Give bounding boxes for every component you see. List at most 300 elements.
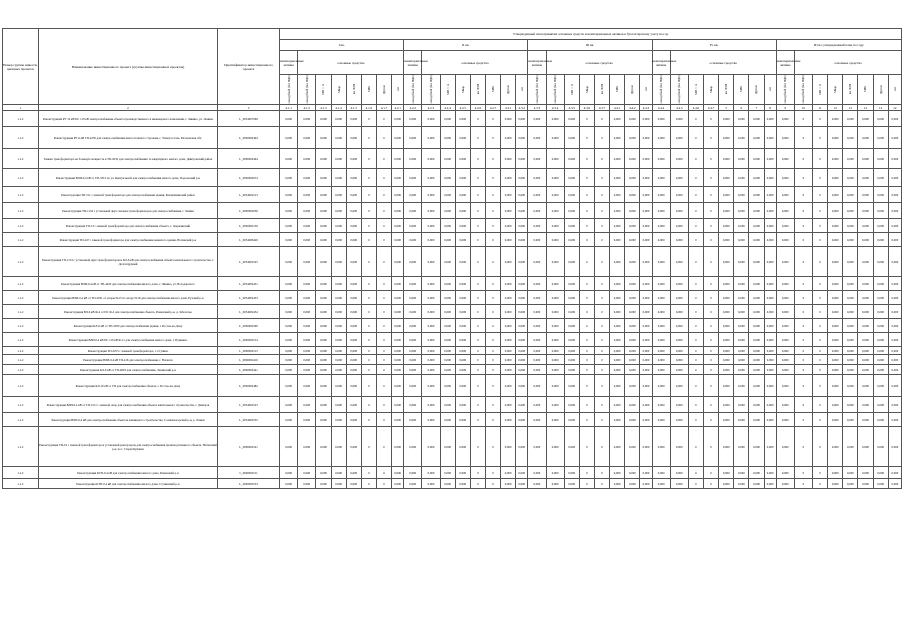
group-number: 1.1.2 [3,375,39,397]
value-cell: 0 [688,467,703,479]
value-cell: 0,000 [888,397,901,413]
value-cell: 0,000 [422,203,440,219]
value-cell: 0,000 [670,127,688,149]
fixed-assets-header: основные средства [298,51,404,75]
value-cell: 0,000 [828,365,843,375]
value-cell: 0,000 [670,355,688,365]
value-cell: 0,000 [346,127,361,149]
value-cell: 0,000 [331,375,346,397]
value-cell: 0,000 [640,413,652,427]
value-cell: 0,000 [346,187,361,203]
fixed-assets-header: основные средства [546,51,652,75]
value-cell: 0,000 [734,233,749,247]
group-number: 1.1.2 [3,233,39,247]
group-number: 1.1.2 [3,169,39,187]
value-cell: 0,000 [749,219,764,233]
value-cell: 0,000 [858,347,873,355]
value-cell: 0,000 [888,127,901,149]
value-cell: 0,000 [440,397,455,413]
value-cell: 0,000 [873,291,888,305]
value-cell: 0,000 [331,111,346,127]
value-cell: 0,000 [858,233,873,247]
value-cell: 0 [470,479,485,489]
value-cell: 0,000 [392,277,404,291]
value-cell: 0,000 [546,355,564,365]
value-cell: 0 [688,247,703,277]
value-cell: 0,000 [440,169,455,187]
value-cell: 0,000 [640,127,652,149]
value-cell: 0 [470,203,485,219]
intangible-assets-header: нематериальные активы [404,51,422,75]
value-cell: 0 [813,427,828,467]
value-cell: 0 [594,347,609,355]
column-number: 12 [828,105,843,111]
value-cell: 0,000 [346,427,361,467]
value-cell: 0,000 [652,397,670,413]
value-cell: 0,000 [873,479,888,489]
value-cell: 0,000 [455,187,470,203]
value-cell: 0,000 [640,247,652,277]
column-label [670,75,688,105]
value-cell: 0,000 [652,319,670,333]
value-cell: 0,000 [422,233,440,247]
column-label-text: МВ×А [445,83,450,95]
value-cell: 0,000 [392,413,404,427]
value-cell: 0,000 [528,397,546,413]
column-label-text: Другое [878,84,883,94]
value-cell: 0,000 [404,365,422,375]
value-cell: 0,000 [331,233,346,247]
project-id: L_0000002974 [218,169,280,187]
project-id: L_0054006429 [218,233,280,247]
group-number: 1.1.2 [3,427,39,467]
value-cell: 0 [688,413,703,427]
quarter-header: II кв. [404,40,528,51]
value-cell: 0,000 [734,347,749,355]
value-cell: 0,000 [455,149,470,169]
value-cell: 0,000 [843,305,858,319]
value-cell: 0,000 [610,203,625,219]
value-cell: 0,000 [298,355,316,365]
value-cell: 0 [794,375,812,397]
value-cell: 0 [376,127,391,149]
value-cell: 0,000 [404,247,422,277]
value-cell: 0,000 [776,427,794,467]
value-cell: 0,000 [625,319,640,333]
value-cell: 0 [813,413,828,427]
value-cell: 0,000 [719,291,734,305]
column-number: 4.2.2 [404,105,422,111]
value-cell: 0,000 [776,479,794,489]
value-cell: 0,000 [564,413,579,427]
value-cell: 0,000 [516,467,528,479]
value-cell: 0,000 [440,365,455,375]
value-cell: 0,000 [640,479,652,489]
value-cell: 0 [361,467,376,479]
value-cell: 0,000 [610,397,625,413]
column-label-text: шт [892,87,897,91]
value-cell: 0,000 [652,355,670,365]
value-cell: 0,000 [546,149,564,169]
value-cell: 0,000 [873,111,888,127]
value-cell: 0 [361,427,376,467]
value-cell: 0,000 [422,413,440,427]
value-cell: 0,000 [776,187,794,203]
value-cell: 0,000 [455,355,470,365]
column-number: 4.1.4 [331,105,346,111]
value-cell: 0 [361,413,376,427]
value-cell: 0,000 [652,111,670,127]
value-cell: 0 [703,333,718,347]
group-number: 1.1.2 [3,413,39,427]
value-cell: 0 [485,127,500,149]
project-name: Реконструкция РУ-6 кВ ТП-2250 для электроснабжения многоэтажного строения, г. Электросталь, Московская обл. [38,127,217,149]
value-cell: 0 [579,479,594,489]
column-number: 4.3.7 [594,105,609,111]
value-cell: 0,000 [392,319,404,333]
value-cell: 0,000 [888,479,901,489]
value-cell: 0,000 [734,319,749,333]
value-cell: 0,000 [610,149,625,169]
column-label [376,75,391,105]
value-cell: 0,000 [776,277,794,291]
value-cell: 0,000 [719,427,734,467]
value-cell: 0,000 [719,169,734,187]
value-cell: 0,000 [455,219,470,233]
value-cell: 0 [470,355,485,365]
value-cell: 0,000 [280,427,298,467]
value-cell: 0,000 [564,479,579,489]
value-cell: 0,000 [516,203,528,219]
column-number: 12 [873,105,888,111]
group-number: 1.1.2 [3,347,39,355]
value-cell: 0,000 [280,479,298,489]
value-cell: 0,000 [888,355,901,365]
value-cell: 0 [794,467,812,479]
value-cell: 0,000 [843,111,858,127]
value-cell: 0 [688,219,703,233]
value-cell: 0,000 [640,333,652,347]
value-cell: 0,000 [888,203,901,219]
value-cell: 0 [579,149,594,169]
group-number: 1.1.2 [3,333,39,347]
value-cell: 0,000 [734,247,749,277]
column-number: 4.4.7 [703,105,718,111]
value-cell: 0 [470,413,485,427]
value-cell: 0,000 [873,355,888,365]
column-label-text: МВ×А [321,83,326,95]
value-cell: 0,000 [652,219,670,233]
value-cell: 0 [485,347,500,355]
value-cell: 0,000 [843,169,858,187]
project-id: L_0054002454 [218,305,280,319]
column-label [873,75,888,105]
value-cell: 0,000 [843,149,858,169]
value-cell: 0,000 [516,187,528,203]
value-cell: 0,000 [346,233,361,247]
value-cell: 0,000 [764,333,776,347]
column-label-text: МВт [366,86,371,93]
project-id: L_0054002525 [218,247,280,277]
group-number: 1.1.2 [3,397,39,413]
value-cell: 0,000 [610,169,625,187]
project-name: Реконструкция ТП-1154 с установкой двух силовых трансформаторов для электроснабжения, г. Химки [38,203,217,219]
value-cell: 0,000 [404,347,422,355]
value-cell: 0,000 [873,203,888,219]
value-cell: 0,000 [610,347,625,355]
value-cell: 0,000 [392,111,404,127]
value-cell: 0 [813,203,828,219]
column-label-text: км ЛЭП [848,84,853,95]
value-cell: 0,000 [298,219,316,233]
value-cell: 0 [485,111,500,127]
value-cell: 0 [485,479,500,489]
project-name: Замена трансформатора на большую мощность в ТП-2032 для электроснабжения 11-квартирного жилого дома, Дмитровский район [38,149,217,169]
value-cell: 0,000 [346,319,361,333]
column-label [331,75,346,105]
value-cell: 0 [813,355,828,365]
project-name: Реконструкция ВЛИ-0,4 кВ от ТП-2031 от опоры №15 по опору №16 для электроснабжения жилого дома, Рузский р-н [38,291,217,305]
value-cell: 0 [594,467,609,479]
value-cell: 0,000 [346,291,361,305]
value-cell: 0,000 [564,347,579,355]
value-cell: 0,000 [280,203,298,219]
value-cell: 0,000 [455,277,470,291]
value-cell: 0,000 [404,479,422,489]
value-cell: 0,000 [528,427,546,467]
value-cell: 0,000 [719,365,734,375]
value-cell: 0,000 [280,319,298,333]
value-cell: 0,000 [440,291,455,305]
column-label-text: млн.рублей (без НДС) [783,75,788,104]
value-cell: 0,000 [858,479,873,489]
value-cell: 0 [813,375,828,397]
value-cell: 0 [579,291,594,305]
value-cell: 0 [594,127,609,149]
value-cell: 0,000 [546,277,564,291]
value-cell: 0 [579,305,594,319]
value-cell: 0,000 [719,277,734,291]
table-row [3,479,902,489]
value-cell: 0 [376,169,391,187]
project-id: L_0000002590 [218,319,280,333]
value-cell: 0,000 [346,219,361,233]
value-cell: 0,000 [564,127,579,149]
value-cell: 0,000 [501,467,516,479]
value-cell: 0 [813,149,828,169]
value-cell: 0 [361,291,376,305]
value-cell: 0 [579,219,594,233]
column-label-text: км ЛЭП [600,84,605,95]
table-row [3,347,902,355]
column-number: 6 [734,105,749,111]
value-cell: 0,000 [422,479,440,489]
value-cell: 0 [579,397,594,413]
value-cell: 0 [703,291,718,305]
value-cell: 0,000 [280,375,298,397]
column-label-text: млн.рублей (без НДС) [659,75,664,104]
project-id: L_0000002404 [218,127,280,149]
value-cell: 0,000 [828,233,843,247]
value-cell: 0,000 [331,305,346,319]
value-cell: 0,000 [564,467,579,479]
value-cell: 0,000 [316,291,331,305]
value-cell: 0,000 [670,365,688,375]
value-cell: 0 [703,247,718,277]
value-cell: 0,000 [670,319,688,333]
value-cell: 0,000 [610,111,625,127]
value-cell: 0,000 [316,219,331,233]
value-cell: 0 [361,127,376,149]
value-cell: 0,000 [422,291,440,305]
value-cell: 0 [470,319,485,333]
value-cell: 0,000 [858,219,873,233]
value-cell: 0 [579,375,594,397]
column-number: 5 [719,105,734,111]
value-cell: 0 [376,149,391,169]
value-cell: 0 [579,319,594,333]
value-cell: 0,000 [764,111,776,127]
value-cell: 0,000 [280,355,298,365]
value-cell: 0,000 [440,149,455,169]
project-name: Реконструкция ТП-1154 с установкой двух трансформаторов и КЛ-6 кВ для электроснабжения объекта капитального строительства, г. Долгопрудный [38,247,217,277]
value-cell: 0,000 [422,247,440,277]
project-id: L_0054002513 [218,187,280,203]
value-cell: 0,000 [749,375,764,397]
value-cell: 0,000 [516,277,528,291]
project-name: Реконструкция ВЛИ-0,4 кВ ТП-416 для электроснабжения, г. Ногинск [38,355,217,365]
value-cell: 0,000 [280,111,298,127]
value-cell: 0,000 [316,375,331,397]
value-cell: 0,000 [625,203,640,219]
value-cell: 0 [794,277,812,291]
value-cell: 0,000 [719,247,734,277]
value-cell: 0,000 [749,427,764,467]
value-cell: 0 [485,219,500,233]
value-cell: 0,000 [440,233,455,247]
value-cell: 0,000 [640,375,652,397]
value-cell: 0,000 [625,413,640,427]
value-cell: 0,000 [640,203,652,219]
value-cell: 0 [361,365,376,375]
value-cell: 0,000 [516,427,528,467]
value-cell: 0,000 [546,347,564,355]
value-cell: 0,000 [564,365,579,375]
value-cell: 0,000 [392,305,404,319]
value-cell: 0,000 [422,111,440,127]
project-id: L_0054007069 [218,111,280,127]
value-cell: 0,000 [316,365,331,375]
table-row [3,365,902,375]
value-cell: 0,000 [404,233,422,247]
value-cell: 0,000 [546,187,564,203]
value-cell: 0 [579,355,594,365]
value-cell: 0,000 [640,149,652,169]
value-cell: 0 [703,149,718,169]
value-cell: 0,000 [610,375,625,397]
value-cell: 0 [485,397,500,413]
value-cell: 0,000 [625,355,640,365]
value-cell: 0,000 [888,427,901,467]
value-cell: 0,000 [719,347,734,355]
value-cell: 0,000 [670,413,688,427]
value-cell: 0,000 [564,187,579,203]
value-cell: 0,000 [719,149,734,169]
value-cell: 0,000 [346,355,361,365]
value-cell: 0,000 [670,187,688,203]
value-cell: 0 [361,247,376,277]
value-cell: 0,000 [404,187,422,203]
value-cell: 0,000 [888,247,901,277]
column-number: 4.1.7 [376,105,391,111]
value-cell: 0,000 [346,479,361,489]
value-cell: 0,000 [843,427,858,467]
value-cell: 0,000 [546,319,564,333]
value-cell: 0,000 [501,347,516,355]
value-cell: 0,000 [516,127,528,149]
value-cell: 0 [688,319,703,333]
value-cell: 0 [361,319,376,333]
value-cell: 0,000 [404,333,422,347]
value-cell: 0,000 [625,479,640,489]
value-cell: 0,000 [298,319,316,333]
value-cell: 0,000 [440,219,455,233]
value-cell: 0,000 [404,127,422,149]
value-cell: 0,000 [564,291,579,305]
value-cell: 0,000 [422,467,440,479]
value-cell: 0,000 [719,479,734,489]
value-cell: 0 [376,319,391,333]
value-cell: 0 [813,127,828,149]
value-cell: 0,000 [652,305,670,319]
value-cell: 0,000 [440,479,455,489]
value-cell: 0 [813,291,828,305]
value-cell: 0 [688,397,703,413]
value-cell: 0,000 [516,219,528,233]
value-cell: 0,000 [888,233,901,247]
value-cell: 0,000 [346,347,361,355]
value-cell: 0,000 [331,365,346,375]
column-label [470,75,485,105]
value-cell: 0,000 [564,305,579,319]
value-cell: 0,000 [843,319,858,333]
value-cell: 0,000 [546,219,564,233]
value-cell: 0 [703,347,718,355]
column-number: 4.4.3 [640,105,652,111]
value-cell: 0 [813,277,828,291]
value-cell: 0,000 [888,277,901,291]
value-cell: 0,000 [331,467,346,479]
value-cell: 0,000 [719,187,734,203]
value-cell: 0,000 [528,127,546,149]
value-cell: 0,000 [873,467,888,479]
value-cell: 0,000 [749,305,764,319]
value-cell: 0,000 [346,305,361,319]
value-cell: 0,000 [346,149,361,169]
value-cell: 0,000 [422,333,440,347]
column-label-text: Мвар [460,85,465,93]
value-cell: 0,000 [392,291,404,305]
value-cell: 0,000 [888,111,901,127]
value-cell: 0,000 [625,467,640,479]
value-cell: 0,000 [440,203,455,219]
project-id: L_0000002511 [218,467,280,479]
group-number: 1.1.2 [3,479,39,489]
value-cell: 0 [813,111,828,127]
value-cell: 0 [594,355,609,365]
value-cell: 0,000 [564,111,579,127]
value-cell: 0 [485,247,500,277]
